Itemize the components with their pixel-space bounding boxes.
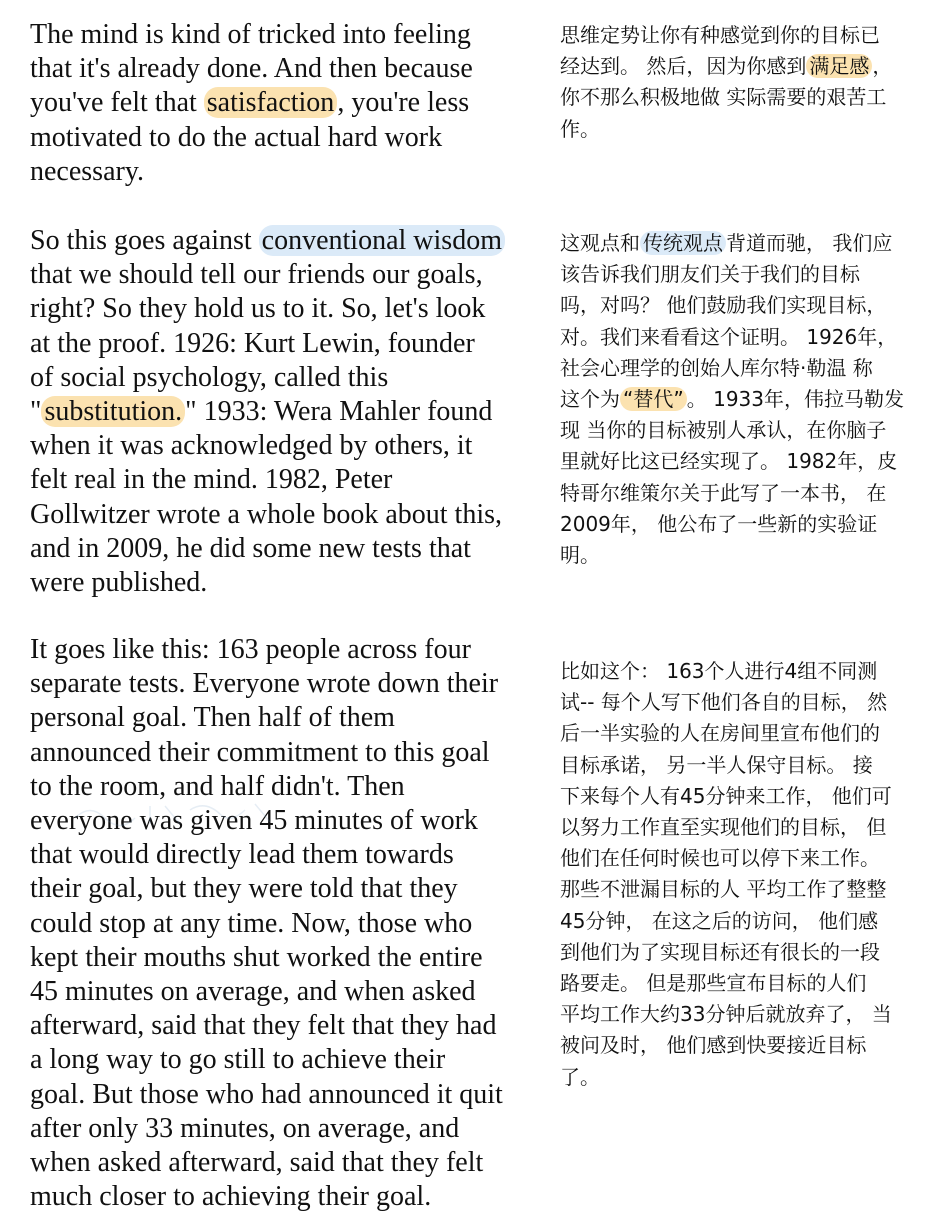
text-line: a long way to go still to achieve their	[30, 1044, 446, 1076]
text-line: 以努力工作直至实现他们的目标， 但	[560, 815, 887, 840]
text-line: much closer to achieving their goal.	[30, 1181, 432, 1213]
text-fragment: , you're less	[337, 87, 470, 119]
text-line: when it was acknowledged by others, it	[30, 430, 473, 462]
text-line: of social psychology, called this	[30, 361, 389, 393]
chinese-paragraph-3	[560, 656, 940, 1093]
text-line: were published.	[30, 567, 208, 599]
text-line: 作。	[560, 116, 600, 141]
highlight-conventional-wisdom[interactable]: conventional wisdom	[259, 225, 505, 256]
text-line: after only 33 minutes, on average, and	[30, 1112, 460, 1144]
text-line: 你不那么积极地做 实际需要的艰苦工	[560, 85, 887, 110]
text-line: that would directly lead them towards	[30, 839, 454, 871]
text-line: 该告诉我们朋友们关于我们的目标	[560, 262, 860, 287]
text-line: 了。	[560, 1064, 600, 1089]
text-line: that it's already done. And then because	[30, 53, 473, 85]
text-line: separate tests. Everyone wrote down their	[30, 668, 499, 700]
text-line: to the room, and half didn't. Then	[30, 770, 405, 802]
text-line: 现 当你的目标被别人承认，在你脑子	[560, 418, 887, 443]
text-fragment: you've felt that	[30, 87, 204, 119]
text-line: 特哥尔维策尔关于此写了一本书， 在	[560, 480, 887, 505]
text-line: The mind is kind of tricked into feeling	[30, 19, 471, 50]
text-fragment: ，	[872, 54, 893, 79]
text-line: announced their commitment to this goal	[30, 736, 490, 768]
text-fragment: 经达到。 然后，因为你感到	[560, 54, 807, 79]
text-fragment: So this goes against	[30, 225, 259, 256]
text-line	[560, 228, 940, 259]
text-line: 对。我们来看看这个证明。 1926年，	[560, 324, 898, 349]
highlight-substitution[interactable]: substitution.	[41, 396, 185, 427]
text-line: felt real in the mind. 1982, Peter	[30, 464, 393, 496]
text-line: when asked afterward, said that they felt	[30, 1147, 484, 1179]
text-line: 后一半实验的人在房间里宣布他们的	[560, 721, 880, 746]
text-line: 2009年， 他公布了一些新的实验证	[560, 511, 878, 536]
text-line: goal. But those who had announced it quit	[30, 1078, 503, 1110]
text-line: that we should tell our friends our goals,	[30, 259, 483, 291]
english-paragraph-3	[30, 633, 535, 1214]
text-line: motivated to do the actual hard work	[30, 121, 443, 153]
text-line	[30, 395, 535, 429]
text-line: 试-- 每个人写下他们各自的目标， 然	[560, 690, 888, 715]
text-line: 社会心理学的创始人库尔特·勒温 称	[560, 355, 873, 380]
text-line: 思维定势让你有种感觉到你的目标已	[560, 23, 880, 47]
text-line: right? So they hold us to it. So, let's look	[30, 293, 486, 325]
text-line: 吗，对吗？ 他们鼓励我们实现目标，	[560, 293, 887, 318]
chinese-paragraph-2	[560, 228, 940, 571]
text-line: could stop at any time. Now, those who	[30, 907, 473, 939]
text-line: 到他们为了实现目标还有很长的一段	[560, 939, 880, 964]
text-line: kept their mouths shut worked the entire	[30, 941, 483, 973]
text-line	[30, 224, 535, 258]
text-line: 比如这个： 163个人进行4组不同测	[560, 659, 878, 683]
text-line	[30, 86, 535, 120]
text-line: 里就好比这已经实现了。 1982年，皮	[560, 449, 898, 474]
highlight-satisfaction[interactable]: satisfaction	[204, 87, 338, 118]
text-line	[560, 51, 940, 82]
text-line	[560, 384, 940, 415]
text-line: 45分钟， 在这之后的访问， 他们感	[560, 908, 879, 933]
text-line: 45 minutes on average, and when asked	[30, 976, 476, 1008]
text-fragment: 这观点和	[560, 231, 640, 255]
text-line: It goes like this: 163 people across four	[30, 634, 471, 665]
text-line: 被问及时， 他们感到快要接近目标	[560, 1033, 867, 1058]
text-fragment: 这个为	[560, 387, 620, 412]
highlight-manzugan[interactable]: 满足感	[806, 54, 872, 78]
text-line: 那些不泄漏目标的人 平均工作了整整	[560, 877, 887, 902]
text-line: afterward, said that they felt that they had	[30, 1010, 497, 1042]
text-line: Gollwitzer wrote a whole book about this,	[30, 498, 503, 530]
english-paragraph-1	[30, 18, 535, 189]
text-line: everyone was given 45 minutes of work	[30, 805, 478, 837]
text-line: and in 2009, he did some new tests that	[30, 532, 471, 564]
text-fragment: 。 1933年，伟拉马勒发	[686, 387, 904, 412]
text-line: 明。	[560, 543, 600, 568]
text-fragment: 背道而驰， 我们应	[726, 231, 893, 255]
text-line: 平均工作大约33分钟后就放弃了， 当	[560, 1002, 892, 1027]
text-line: 他们在任何时候也可以停下来工作。	[560, 846, 880, 871]
text-line: 下来每个人有45分钟来工作， 他们可	[560, 783, 892, 808]
text-fragment: "	[30, 396, 42, 428]
chinese-paragraph-1	[560, 20, 940, 145]
text-fragment: " 1933: Wera Mahler found	[185, 396, 493, 428]
highlight-tidai[interactable]: “替代”	[620, 387, 687, 411]
text-line: their goal, but they were told that they	[30, 873, 458, 905]
text-line: at the proof. 1926: Kurt Lewin, founder	[30, 327, 475, 359]
text-line: 目标承诺， 另一半人保守目标。 接	[560, 752, 873, 777]
text-line: 路要走。 但是那些宣布目标的人们	[560, 971, 867, 996]
text-line: necessary.	[30, 155, 145, 187]
highlight-chuantong-guandian[interactable]: 传统观点	[640, 231, 726, 255]
english-paragraph-2	[30, 224, 535, 600]
text-line: personal goal. Then half of them	[30, 702, 395, 734]
